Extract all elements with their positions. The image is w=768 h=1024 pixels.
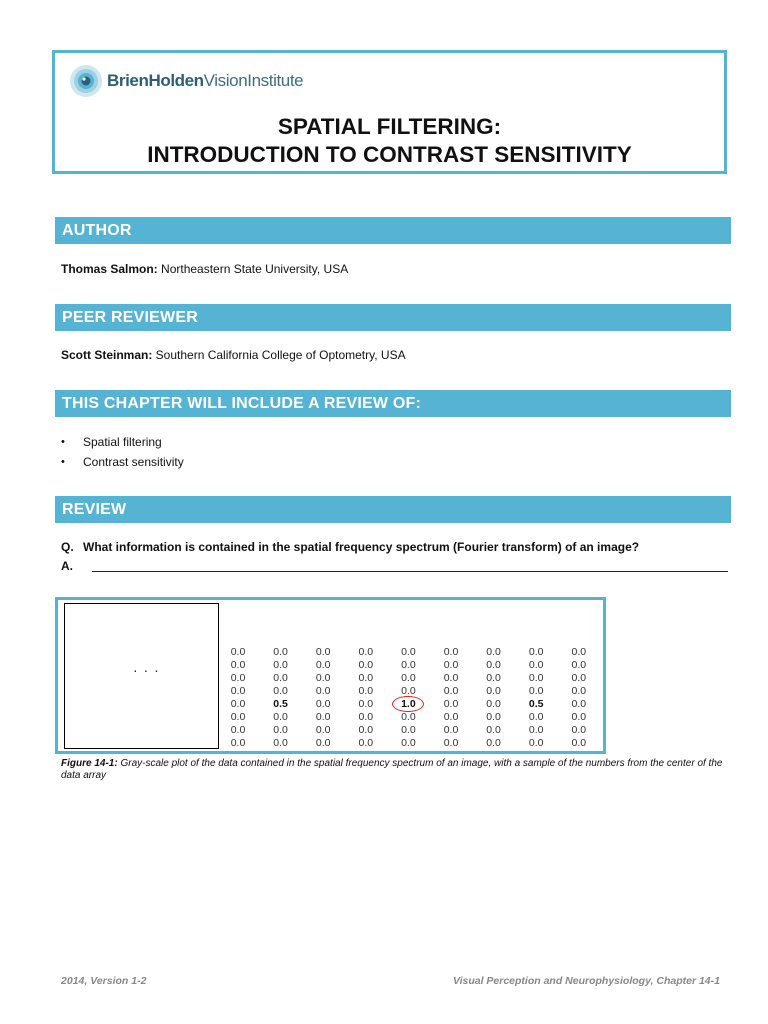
grid-cell: 0.0 [358,724,374,736]
grid-cell: 0.0 [230,724,246,736]
grid-cell: 0.0 [571,737,587,749]
grid-cell: 0.0 [230,711,246,723]
grid-cell: 0.0 [358,646,374,658]
grid-cell: 0.5 [273,698,288,710]
page-title [55,113,724,169]
grid-cell: 0.5 [528,698,544,710]
grid-cell: 0.0 [528,685,544,697]
grid-cell: 0.0 [315,711,331,723]
grid-cell: 0.0 [528,724,544,736]
answer-blank-line[interactable] [92,571,728,572]
grid-cell: 0.0 [443,659,459,671]
list-item: • Spatial filtering [61,434,184,454]
grid-cell: 0.0 [443,724,459,736]
question-text: What information is contained in the spatial frequency spectrum (Fourier transform) of an image? [83,540,640,554]
grid-cell: 0.0 [273,737,288,749]
grid-cell: 0.0 [528,711,544,723]
grid-cell: 0.0 [486,685,501,697]
grid-cell: 0.0 [401,659,416,671]
grid-cell: 0.0 [315,685,331,697]
reviewer-affiliation: Southern California College of Optometry, USA [152,348,406,362]
answer-row [61,559,83,573]
institute-logo [69,63,303,99]
grid-cell: 0.0 [230,698,246,710]
grid-cell: 0.0 [443,685,459,697]
grid-cell: 1.0 [401,698,416,710]
grid-cell: 0.0 [315,672,331,684]
grid-cell: 0.0 [230,646,246,658]
chapter-heading: THIS CHAPTER WILL INCLUDE A REVIEW OF: [55,390,731,417]
eye-logo-icon [69,64,103,98]
author-heading: AUTHOR [55,217,731,244]
list-item: • Contrast sensitivity [61,454,184,474]
grid-cell: 0.0 [486,711,501,723]
grid-cell: 0.0 [443,646,459,658]
grid-cell: 0.0 [358,711,374,723]
grid-cell: 0.0 [315,724,331,736]
grid-cell: 0.0 [358,737,374,749]
plot-dots: · · · [133,662,160,678]
grid-cell: 0.0 [571,659,587,671]
grid-cell: 0.0 [486,724,501,736]
grid-cell: 0.0 [273,711,288,723]
title-box [52,50,727,174]
logo-text: BrienHoldenVisionInstitute [107,71,304,90]
grid-cell: 0.0 [401,711,416,723]
grid-cell: 0.0 [273,685,288,697]
grid-cell: 0.0 [528,737,544,749]
grid-cell: 0.0 [230,685,246,697]
footer-left: 2014, Version 1-2 [61,975,147,987]
grid-cell: 0.0 [528,659,544,671]
grid-cell: 0.0 [358,659,374,671]
grid-cell: 0.0 [358,698,374,710]
title-line-1: SPATIAL FILTERING: [277,114,502,139]
grid-cell: 0.0 [401,672,416,684]
grid-cell: 0.0 [443,672,459,684]
grid-cell: 0.0 [315,698,331,710]
grid-cell: 0.0 [401,685,416,697]
grid-cell: 0.0 [571,711,587,723]
reviewer-name: Scott Steinman: [61,348,153,362]
chapter-topic-list [61,434,184,474]
grid-cell: 0.0 [571,698,587,710]
grid-cell: 0.0 [315,646,331,658]
gray-scale-plot [64,603,219,749]
figure-caption [61,758,731,782]
review-heading: REVIEW [55,496,731,523]
grid-cell: 0.0 [443,711,459,723]
author-affiliation: Northeastern State University, USA [157,262,349,276]
grid-cell: 0.0 [230,672,246,684]
caption-label: Figure 14-1: [61,758,118,769]
grid-cell: 0.0 [401,724,416,736]
grid-cell: 0.0 [528,646,544,658]
grid-cell: 0.0 [486,737,501,749]
grid-cell: 0.0 [443,737,459,749]
grid-cell: 0.0 [273,724,288,736]
answer-tag: A. [61,559,73,573]
reviewer-line [61,348,406,362]
grid-cell: 0.0 [571,672,587,684]
grid-cell: 0.0 [358,685,374,697]
grid-cell: 0.0 [571,646,587,658]
author-line [61,262,348,276]
title-line-2: INTRODUCTION TO CONTRAST SENSITIVITY [147,142,632,167]
grid-cell: 0.0 [486,672,501,684]
grid-cell: 0.0 [486,646,501,658]
grid-cell: 0.0 [315,659,331,671]
grid-cell: 0.0 [315,737,331,749]
author-name: Thomas Salmon: [61,262,158,276]
reviewer-heading: PEER REVIEWER [55,304,731,331]
figure-box [55,597,606,754]
grid-cell: 0.0 [528,672,544,684]
grid-cell: 0.0 [273,646,288,658]
question-tag: Q. [61,540,74,554]
grid-cell: 0.0 [358,672,374,684]
grid-cell: 0.0 [486,659,501,671]
grid-cell: 0.0 [401,646,416,658]
grid-cell: 0.0 [273,659,288,671]
grid-cell: 0.0 [443,698,459,710]
grid-cell: 0.0 [273,672,288,684]
footer-right: Visual Perception and Neurophysiology, Chapter 14-1 [452,975,720,987]
grid-cell: 0.0 [401,737,416,749]
grid-cell: 0.0 [571,685,587,697]
question-row [61,540,639,554]
grid-cell: 0.0 [486,698,501,710]
caption-text: Gray-scale plot of the data contained in the spatial frequency spectrum of an image, with a sample of the numbers from the center of the data array [61,758,723,781]
grid-cell: 0.0 [230,659,246,671]
grid-cell: 0.0 [230,737,246,749]
grid-cell: 0.0 [571,724,587,736]
